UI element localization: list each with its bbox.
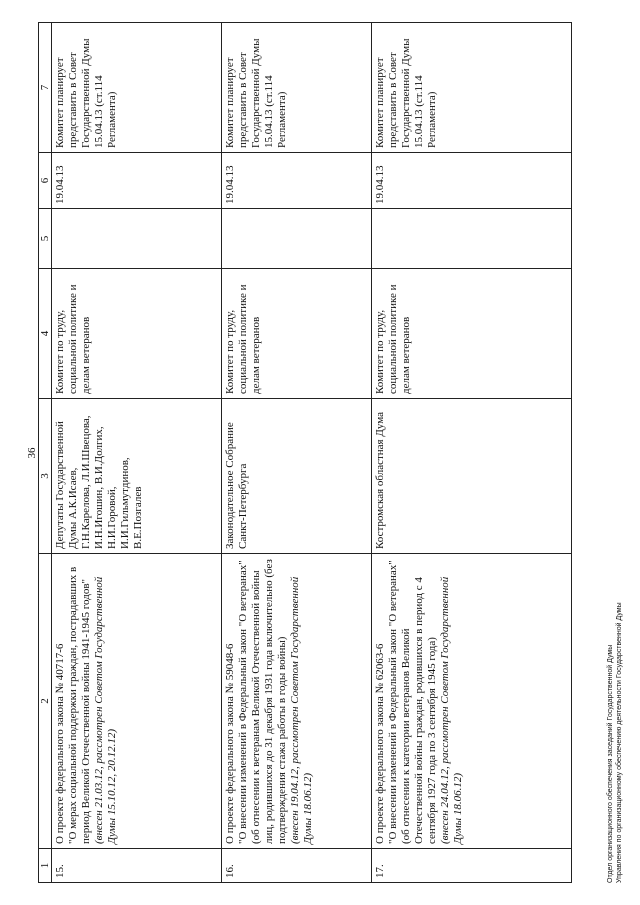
column-header: 7 [39, 23, 52, 153]
page-number: 36 [26, 447, 38, 459]
page-footer [606, 602, 624, 883]
column-header: 2 [39, 554, 52, 849]
empty-cell [52, 209, 222, 269]
row-number: 15. [52, 849, 222, 883]
initiator-cell: Законодательное Собрание Санкт-Петербурга [222, 399, 372, 554]
committee-cell: Комитет по труду, социальной политике и делам ветеранов [372, 269, 572, 399]
column-header: 1 [39, 849, 52, 883]
table-row [222, 23, 372, 883]
remark-cell: Комитет планирует представить в Совет Государственной Думы 15.04.13 (ст.114 Регламента) [372, 23, 572, 153]
bill-description [52, 554, 222, 849]
bill-title: О проекте федерального закона № 40717-6 [54, 643, 66, 844]
bill-description [222, 554, 372, 849]
committee-cell: Комитет по труду, социальной политике и делам ветеранов [52, 269, 222, 399]
bill-subtitle: "О внесении изменений в Федеральный закон "О ветеранах" (об отнесении к категории ветеранов Великой Отечественной войны граждан, родившихся в период с 4 сентября 1927 года по 3 сентября 1945 года) [387, 560, 438, 844]
date-cell: 19.04.13 [372, 153, 572, 209]
initiator-cell: Депутаты Государственной Думы А.К.Исаев, Г.Н.Карелова, Л.И.Швецова, И.Н.Игошин, В.И.Долгих, Н.И.Горовой, И.И.Гильмутдинов, В.Е.Позгалев [52, 399, 222, 554]
row-number: 17. [372, 849, 572, 883]
table-row [372, 23, 572, 883]
table-row [52, 23, 222, 883]
initiator-cell: Костромская областная Дума [372, 399, 572, 554]
bill-description [372, 554, 572, 849]
remark-cell: Комитет планирует представить в Совет Государственной Думы 15.04.13 (ст.114 Регламента) [222, 23, 372, 153]
bill-note: (внесен 19.04.12, рассмотрен Советом Государственной Думы 18.06.12) [289, 576, 314, 844]
column-header: 3 [39, 399, 52, 554]
column-number-row [39, 23, 52, 883]
committee-cell: Комитет по труду, социальной политике и делам ветеранов [222, 269, 372, 399]
footer-line: Отдел организационного обеспечения заседаний Государственной Думы [607, 644, 614, 883]
column-header: 6 [39, 153, 52, 209]
bill-subtitle: "О мерах социальной поддержки граждан, пострадавших в период Великой Отечественной войны 1941-1945 годов" [67, 566, 92, 844]
remark-cell: Комитет планирует представить в Совет Государственной Думы 15.04.13 (ст.114 Регламента) [52, 23, 222, 153]
column-header: 4 [39, 269, 52, 399]
bill-subtitle: "О внесении изменений в Федеральный закон "О ветеранах" (об отнесении к ветеранам Великой Отечественной войны лиц, родившихся до 31 декабря 1931 года включительно (без подтверждения стажа работы в годы войны) [237, 559, 288, 844]
column-header: 5 [39, 209, 52, 269]
bill-title: О проекте федерального закона № 59048-6 [224, 643, 236, 844]
date-cell: 19.04.13 [52, 153, 222, 209]
empty-cell [372, 209, 572, 269]
bill-note: (внесен 24.04.12, рассмотрен Советом Государственной Думы 18.06.12) [439, 576, 464, 844]
bill-note: (внесен 21.03.12, рассмотрен Советом Государственной Думы 15.10.12, 20.12.12) [93, 576, 118, 844]
empty-cell [222, 209, 372, 269]
bill-title: О проекте федерального закона № 62063-6 [374, 643, 386, 844]
row-number: 16. [222, 849, 372, 883]
date-cell: 19.04.13 [222, 153, 372, 209]
footer-line: Управления по организационному обеспечению деятельности Государственной Думы [616, 602, 623, 883]
bills-table [38, 22, 572, 883]
